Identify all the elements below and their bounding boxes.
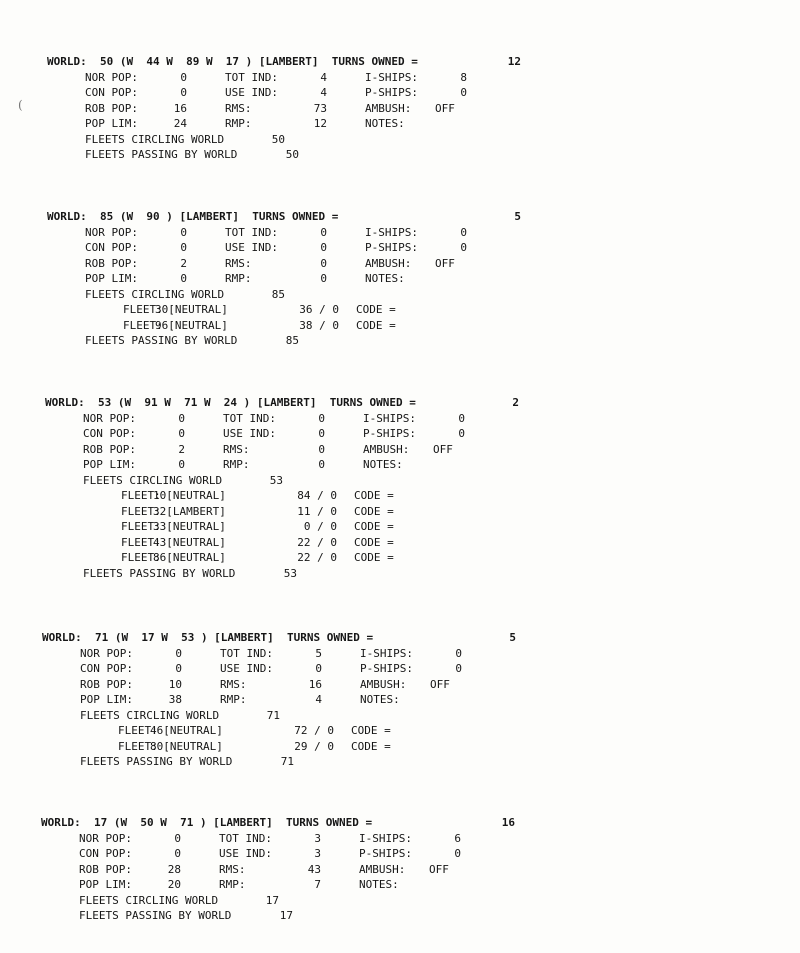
label-rob-pop: ROB POP: (85, 101, 138, 115)
label-con-pop: CON POP: (85, 241, 138, 254)
fleet-row (47, 302, 647, 318)
stat-row (42, 677, 642, 693)
value-con-pop: 0 (178, 427, 185, 440)
value-rob-pop: 16 (173, 101, 187, 115)
fleet-id: 33[NEUTRAL] (153, 520, 226, 533)
label-rmp: RMP: (223, 458, 250, 471)
fleets-passing-label: FLEETS PASSING BY WORLD (80, 755, 233, 768)
stat-row (47, 271, 647, 287)
value-use-ind: 0 (320, 241, 327, 254)
label-notes: NOTES: (363, 458, 403, 471)
world-report (47, 209, 647, 349)
fleet-row (42, 723, 642, 739)
fleets-passing-line (47, 147, 647, 163)
fleet-id: 43[NEUTRAL] (153, 535, 226, 549)
label-rms: RMS: (225, 256, 252, 270)
fleet-row (45, 550, 645, 566)
value-p-ships: 0 (460, 241, 467, 254)
value-tot-ind: 5 (315, 646, 322, 660)
fleet-label: FLEET: (121, 520, 161, 533)
label-pop-lim: POP LIM: (80, 693, 133, 706)
value-rms: 16 (308, 677, 322, 691)
label-ambush: AMBUSH: (359, 862, 406, 876)
fleet-code-label: CODE = (354, 504, 394, 518)
value-rms: 0 (318, 442, 325, 456)
label-rms: RMS: (219, 862, 246, 876)
stat-row (45, 426, 645, 442)
fleet-label: FLEET: (121, 489, 161, 502)
world-report (47, 54, 647, 163)
fleet-id: 32[LAMBERT] (153, 504, 226, 518)
label-tot-ind: TOT IND: (220, 646, 273, 660)
fleet-row (45, 504, 645, 520)
value-pop-lim: 20 (167, 878, 181, 891)
fleet-ratio: 38 / 0 (299, 318, 339, 332)
world-header (41, 815, 641, 831)
value-ambush: OFF (429, 862, 449, 876)
world-header-text: WORLD: 50 (W 44 W 89 W 17 ) [LAMBERT] TURNS OWNED = (47, 55, 418, 68)
stat-row (41, 831, 641, 847)
fleets-passing-world-no: 71 (280, 755, 294, 768)
stat-row (47, 85, 647, 101)
value-use-ind: 4 (320, 86, 327, 99)
fleets-circling-label: FLEETS CIRCLING WORLD (85, 287, 225, 301)
label-p-ships: P-SHIPS: (359, 847, 412, 860)
value-i-ships: 0 (455, 646, 462, 660)
fleet-label: FLEET: (118, 739, 158, 753)
value-pop-lim: 38 (168, 693, 182, 706)
world-header (47, 54, 647, 70)
value-con-pop: 0 (180, 241, 187, 254)
fleet-code-label: CODE = (351, 724, 391, 737)
label-use-ind: USE IND: (220, 662, 273, 675)
label-ambush: AMBUSH: (365, 256, 412, 270)
fleets-passing-world-no: 17 (279, 909, 293, 922)
world-header (45, 395, 645, 411)
label-rob-pop: ROB POP: (79, 862, 132, 876)
fleets-passing-world-no: 50 (285, 148, 299, 161)
label-nor-pop: NOR POP: (80, 646, 133, 660)
fleet-ratio: 84 / 0 (297, 489, 337, 502)
label-pop-lim: POP LIM: (83, 458, 136, 471)
stat-row (42, 646, 642, 662)
label-pop-lim: POP LIM: (85, 117, 138, 130)
label-pop-lim: POP LIM: (79, 878, 132, 891)
label-use-ind: USE IND: (225, 86, 278, 99)
fleets-passing-world-no: 85 (285, 334, 299, 347)
label-tot-ind: TOT IND: (225, 70, 278, 84)
fleet-ratio: 11 / 0 (297, 504, 337, 518)
label-notes: NOTES: (360, 693, 400, 706)
label-rmp: RMP: (225, 117, 252, 130)
fleet-ratio: 22 / 0 (297, 535, 337, 549)
label-tot-ind: TOT IND: (225, 225, 278, 239)
fleets-circling-label: FLEETS CIRCLING WORLD (85, 132, 225, 146)
label-rob-pop: ROB POP: (83, 442, 136, 456)
fleet-code-label: CODE = (354, 489, 394, 502)
value-tot-ind: 3 (314, 831, 321, 845)
fleets-circling-line (47, 132, 647, 148)
value-i-ships: 0 (460, 225, 467, 239)
fleets-passing-label: FLEETS PASSING BY WORLD (83, 566, 236, 580)
fleets-circling-world-no: 17 (265, 893, 279, 907)
value-ambush: OFF (433, 442, 453, 456)
label-p-ships: P-SHIPS: (365, 241, 418, 254)
fleets-circling-world-no: 50 (271, 132, 285, 146)
label-con-pop: CON POP: (79, 847, 132, 860)
stat-row (45, 411, 645, 427)
stat-row (47, 101, 647, 117)
stat-row (42, 661, 642, 677)
fleets-circling-label: FLEETS CIRCLING WORLD (80, 708, 220, 722)
fleets-passing-label: FLEETS PASSING BY WORLD (85, 148, 238, 161)
value-nor-pop: 0 (178, 411, 185, 425)
stray-pen-mark: ( (18, 98, 23, 112)
fleets-passing-line (41, 908, 641, 924)
turns-owned-value: 5 (509, 631, 516, 644)
value-ambush: OFF (435, 101, 455, 115)
value-pop-lim: 0 (178, 458, 185, 471)
label-notes: NOTES: (365, 117, 405, 130)
label-i-ships: I-SHIPS: (359, 831, 412, 845)
value-use-ind: 0 (318, 427, 325, 440)
value-rms: 0 (320, 256, 327, 270)
fleets-passing-line (42, 754, 642, 770)
value-ambush: OFF (435, 256, 455, 270)
label-use-ind: USE IND: (225, 241, 278, 254)
stat-row (47, 256, 647, 272)
fleet-row (45, 519, 645, 535)
fleet-label: FLEET: (121, 504, 161, 518)
world-header (47, 209, 647, 225)
turns-owned-value: 5 (514, 210, 521, 223)
fleet-row (45, 535, 645, 551)
fleet-ratio: 29 / 0 (294, 739, 334, 753)
label-rmp: RMP: (225, 272, 252, 285)
fleet-label: FLEET: (123, 303, 163, 316)
label-rob-pop: ROB POP: (80, 677, 133, 691)
world-header-text: WORLD: 85 (W 90 ) [LAMBERT] TURNS OWNED = (47, 210, 339, 223)
value-rmp: 4 (315, 693, 322, 706)
label-con-pop: CON POP: (83, 427, 136, 440)
value-rob-pop: 2 (180, 256, 187, 270)
fleet-label: FLEET: (121, 551, 161, 564)
fleets-circling-line (42, 708, 642, 724)
fleet-id: 30[NEUTRAL] (155, 303, 228, 316)
world-header-text: WORLD: 17 (W 50 W 71 ) [LAMBERT] TURNS OWNED = (41, 816, 373, 829)
fleet-id: 46[NEUTRAL] (150, 724, 223, 737)
fleets-circling-label: FLEETS CIRCLING WORLD (79, 893, 219, 907)
value-rms: 43 (307, 862, 321, 876)
fleet-row (47, 318, 647, 334)
value-rms: 73 (313, 101, 327, 115)
fleet-code-label: CODE = (354, 551, 394, 564)
fleets-passing-label: FLEETS PASSING BY WORLD (79, 909, 232, 922)
fleet-code-label: CODE = (354, 535, 394, 549)
world-header (42, 630, 642, 646)
label-notes: NOTES: (365, 272, 405, 285)
stat-row (47, 70, 647, 86)
fleet-id: 10[NEUTRAL] (153, 489, 226, 502)
value-nor-pop: 0 (175, 646, 182, 660)
value-rob-pop: 2 (178, 442, 185, 456)
label-con-pop: CON POP: (85, 86, 138, 99)
value-pop-lim: 0 (180, 272, 187, 285)
fleets-circling-world-no: 53 (269, 473, 283, 487)
label-use-ind: USE IND: (223, 427, 276, 440)
label-nor-pop: NOR POP: (79, 831, 132, 845)
value-p-ships: 0 (454, 847, 461, 860)
label-rob-pop: ROB POP: (85, 256, 138, 270)
value-rmp: 0 (320, 272, 327, 285)
stat-row (42, 692, 642, 708)
value-rob-pop: 28 (167, 862, 181, 876)
label-p-ships: P-SHIPS: (365, 86, 418, 99)
value-nor-pop: 0 (180, 70, 187, 84)
value-nor-pop: 0 (180, 225, 187, 239)
label-nor-pop: NOR POP: (85, 70, 138, 84)
fleet-ratio: 36 / 0 (299, 303, 339, 316)
value-con-pop: 0 (180, 86, 187, 99)
label-i-ships: I-SHIPS: (365, 70, 418, 84)
value-rob-pop: 10 (168, 677, 182, 691)
turns-owned-value: 16 (501, 816, 515, 829)
label-rmp: RMP: (219, 878, 246, 891)
label-pop-lim: POP LIM: (85, 272, 138, 285)
fleet-row (42, 739, 642, 755)
fleet-label: FLEET: (123, 318, 163, 332)
stat-row (41, 846, 641, 862)
value-tot-ind: 4 (320, 70, 327, 84)
fleet-code-label: CODE = (356, 318, 396, 332)
turns-owned-value: 12 (507, 55, 521, 68)
stat-row (47, 116, 647, 132)
label-rms: RMS: (220, 677, 247, 691)
value-use-ind: 3 (314, 847, 321, 860)
stat-row (45, 457, 645, 473)
value-i-ships: 8 (460, 70, 467, 84)
value-rmp: 12 (313, 117, 327, 130)
fleet-ratio: 0 / 0 (303, 520, 337, 533)
label-nor-pop: NOR POP: (85, 225, 138, 239)
label-tot-ind: TOT IND: (223, 411, 276, 425)
fleet-ratio: 22 / 0 (297, 551, 337, 564)
value-i-ships: 0 (458, 411, 465, 425)
fleet-code-label: CODE = (351, 739, 391, 753)
fleet-code-label: CODE = (354, 520, 394, 533)
fleets-passing-line (45, 566, 645, 582)
fleets-circling-world-no: 85 (271, 287, 285, 301)
label-i-ships: I-SHIPS: (363, 411, 416, 425)
label-use-ind: USE IND: (219, 847, 272, 860)
value-use-ind: 0 (315, 662, 322, 675)
label-ambush: AMBUSH: (363, 442, 410, 456)
fleet-id: 86[NEUTRAL] (153, 551, 226, 564)
stat-row (47, 225, 647, 241)
label-ambush: AMBUSH: (365, 101, 412, 115)
fleets-circling-world-no: 71 (266, 708, 280, 722)
label-i-ships: I-SHIPS: (365, 225, 418, 239)
stat-row (47, 240, 647, 256)
fleet-label: FLEET: (118, 724, 158, 737)
value-p-ships: 0 (460, 86, 467, 99)
world-report (42, 630, 642, 770)
label-i-ships: I-SHIPS: (360, 646, 413, 660)
label-rmp: RMP: (220, 693, 247, 706)
fleets-circling-line (47, 287, 647, 303)
value-rmp: 0 (318, 458, 325, 471)
label-nor-pop: NOR POP: (83, 411, 136, 425)
value-con-pop: 0 (175, 662, 182, 675)
fleets-circling-line (41, 893, 641, 909)
turns-owned-value: 2 (512, 396, 519, 409)
label-tot-ind: TOT IND: (219, 831, 272, 845)
value-tot-ind: 0 (320, 225, 327, 239)
fleet-id: 80[NEUTRAL] (150, 739, 223, 753)
label-rms: RMS: (225, 101, 252, 115)
value-tot-ind: 0 (318, 411, 325, 425)
world-report (41, 815, 641, 924)
value-ambush: OFF (430, 677, 450, 691)
value-con-pop: 0 (174, 847, 181, 860)
label-ambush: AMBUSH: (360, 677, 407, 691)
label-p-ships: P-SHIPS: (363, 427, 416, 440)
fleets-passing-label: FLEETS PASSING BY WORLD (85, 334, 238, 347)
label-p-ships: P-SHIPS: (360, 662, 413, 675)
fleets-circling-line (45, 473, 645, 489)
value-rmp: 7 (314, 878, 321, 891)
fleet-label: FLEET: (121, 535, 161, 549)
stat-row (41, 877, 641, 893)
fleet-id: 96[NEUTRAL] (155, 318, 228, 332)
fleets-passing-world-no: 53 (283, 566, 297, 580)
stat-row (41, 862, 641, 878)
fleets-passing-line (47, 333, 647, 349)
world-header-text: WORLD: 71 (W 17 W 53 ) [LAMBERT] TURNS OWNED = (42, 631, 374, 644)
value-p-ships: 0 (458, 427, 465, 440)
value-pop-lim: 24 (173, 117, 187, 130)
world-header-text: WORLD: 53 (W 91 W 71 W 24 ) [LAMBERT] TURNS OWNED = (45, 396, 416, 409)
world-report (45, 395, 645, 581)
fleet-row (45, 488, 645, 504)
fleet-code-label: CODE = (356, 303, 396, 316)
label-con-pop: CON POP: (80, 662, 133, 675)
label-rms: RMS: (223, 442, 250, 456)
value-p-ships: 0 (455, 662, 462, 675)
value-nor-pop: 0 (174, 831, 181, 845)
stat-row (45, 442, 645, 458)
label-notes: NOTES: (359, 878, 399, 891)
fleets-circling-label: FLEETS CIRCLING WORLD (83, 473, 223, 487)
fleet-ratio: 72 / 0 (294, 724, 334, 737)
value-i-ships: 6 (454, 831, 461, 845)
